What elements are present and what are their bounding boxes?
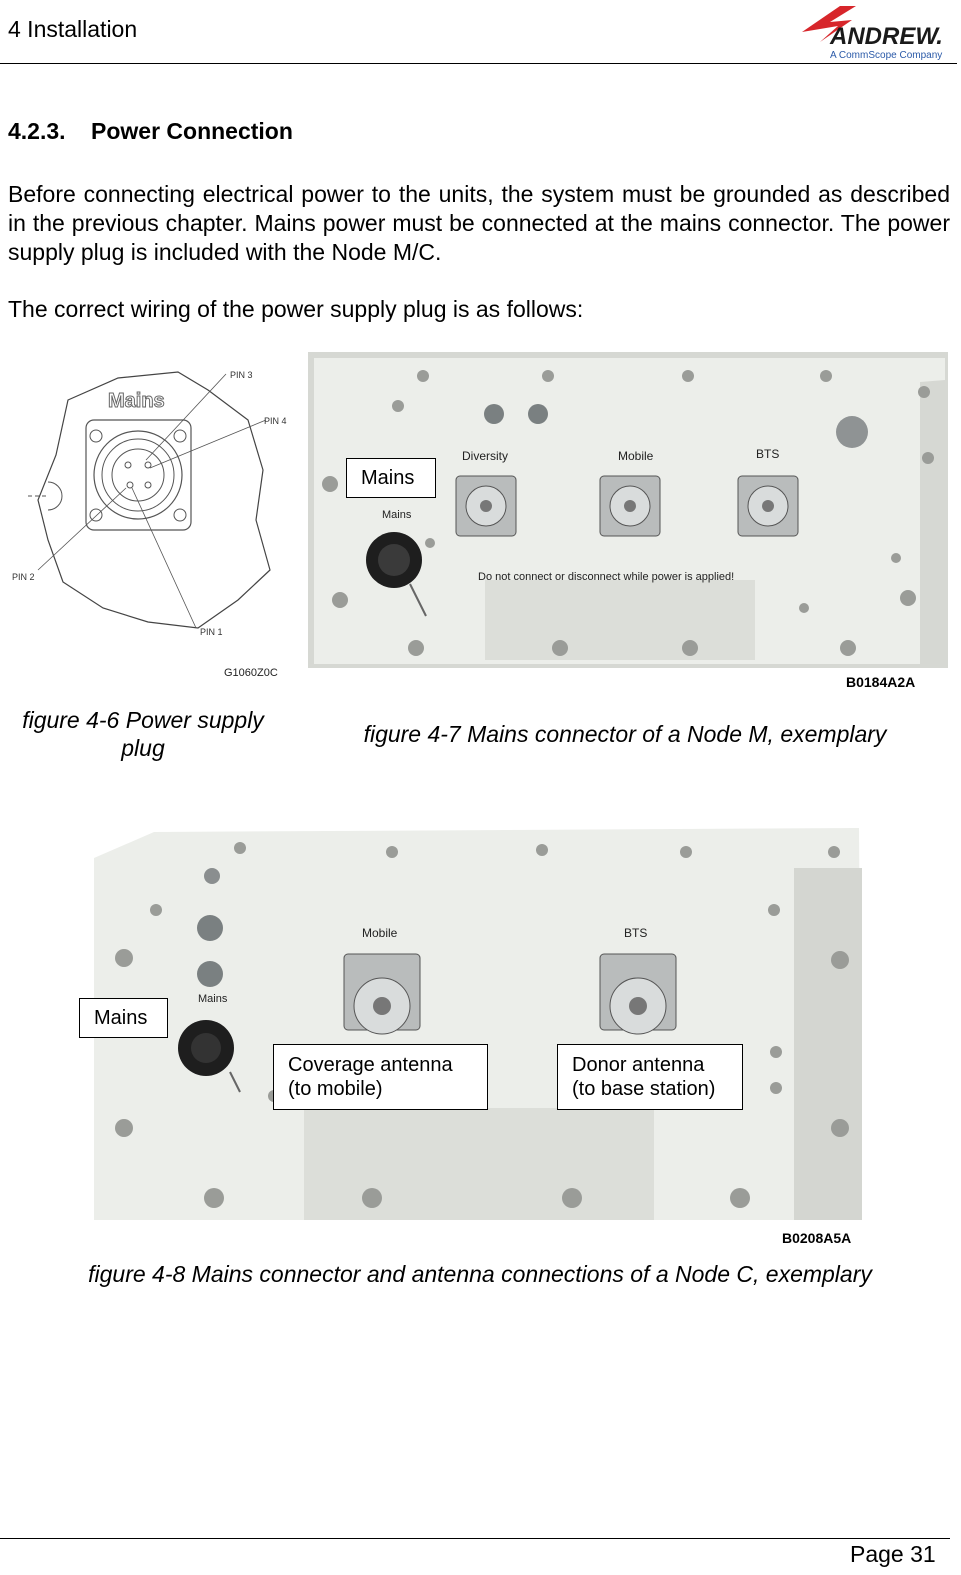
logo-brand: ANDREW. (830, 23, 943, 50)
figure-4-7-caption: figure 4-7 Mains connector of a Node M, exemplary (363, 721, 887, 747)
section-number: 4.2.3. (8, 118, 66, 144)
wiring-paragraph: The correct wiring of the power supply plug is as follows: (8, 296, 584, 322)
donor-antenna-callout (557, 1044, 743, 1110)
page-number: Page 31 (850, 1541, 936, 1567)
node-m-mains-callout: Mains (346, 458, 436, 498)
pin-2-label: PIN 2 (12, 572, 35, 582)
node-m-warning: Do not connect or disconnect while power is applied! (478, 571, 735, 583)
pin-3-label: PIN 3 (230, 370, 253, 380)
coverage-antenna-callout (273, 1044, 488, 1110)
mobile-connector-icon (600, 476, 660, 536)
donor-antenna-line1: Donor antenna (572, 1054, 705, 1076)
coverage-antenna-line1: Coverage antenna (288, 1054, 453, 1076)
pin-4-label: PIN 4 (264, 416, 287, 426)
mobile-port-label: Mobile (618, 449, 654, 463)
node-c-mobile-connector-icon (344, 954, 420, 1034)
coverage-antenna-line2: (to mobile) (288, 1078, 383, 1100)
bts-connector-icon (738, 476, 798, 536)
header-rule (0, 63, 957, 64)
section-title: Power Connection (91, 118, 293, 144)
node-c-mobile-port-label: Mobile (362, 926, 398, 940)
figure-4-8-caption: figure 4-8 Mains connector and antenna connections of a Node C, exemplary (88, 1261, 872, 1287)
figure-4-6-caption: figure 4-6 Power supply plug (22, 707, 264, 761)
node-c-bts-port-label: BTS (624, 926, 648, 940)
node-c-mains-port-label: Mains (198, 993, 228, 1005)
donor-antenna-line2: (to base station) (572, 1078, 716, 1100)
figure-4-6-plug-drawing (8, 360, 293, 685)
diversity-connector-icon (456, 476, 516, 536)
figure-4-8-id: B0208A5A (782, 1230, 852, 1246)
diversity-port-label: Diversity (462, 449, 509, 463)
intro-paragraph: Before connecting electrical power to the units, the system must be grounded as described in the previous chapter. Mains power must be connected at the mains connector. The power supply plug is included with the Node M/C. (8, 181, 950, 265)
node-c-bts-connector-icon (600, 954, 676, 1034)
figure-4-8-node-c-photo (94, 828, 864, 1224)
plug-drawing-label: Mains (108, 390, 165, 412)
logo-tagline: A CommScope Company (830, 50, 943, 61)
pin-1-label: PIN 1 (200, 627, 223, 637)
node-c-mains-callout: Mains (79, 998, 168, 1038)
figure-4-7-node-m-photo (300, 348, 955, 673)
header-section-label: 4 Installation (8, 16, 138, 42)
section-heading (8, 118, 293, 145)
mains-port-label: Mains (382, 509, 412, 521)
andrew-logo (800, 2, 952, 64)
bts-port-label: BTS (756, 447, 780, 461)
figure-4-6-id: G1060Z0C (224, 667, 278, 679)
footer-rule (0, 1538, 950, 1539)
figure-4-7-id: B0184A2A (846, 674, 916, 690)
